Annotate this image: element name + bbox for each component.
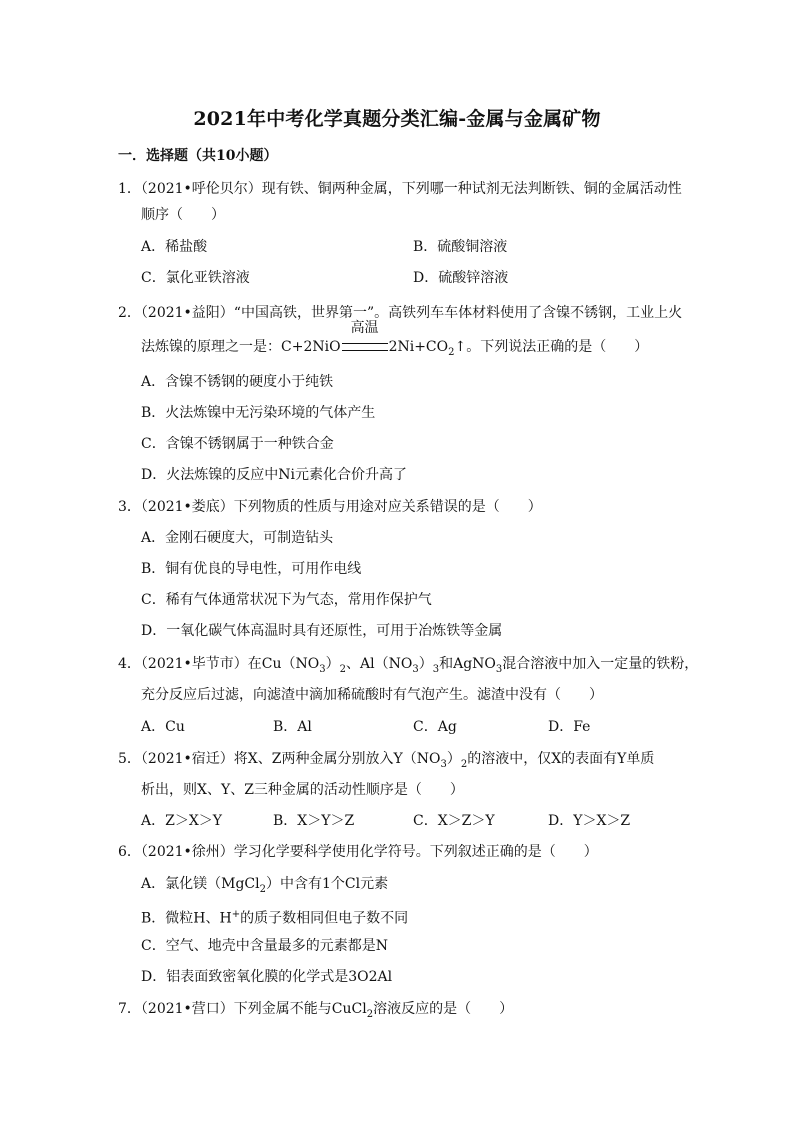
q2-equation-arrow <box>341 320 389 356</box>
q7-stem-line1 <box>118 1000 513 1024</box>
q3-stem-line1: 3．（2021•娄底）下列物质的性质与用途对应关系错误的是（ ） <box>118 499 542 515</box>
q2-option-c: C．含镍不锈钢属于一种铁合金 <box>141 436 334 452</box>
q1-option-a: A．稀盐酸 <box>141 239 208 255</box>
q3-option-c: C．稀有气体通常状况下为气态，常用作保护气 <box>141 592 432 608</box>
q6-option-b <box>141 906 408 928</box>
q4-stem-line1 <box>118 655 698 679</box>
q6-option-a <box>141 875 388 899</box>
q2-option-a: A．含镍不锈钢的硬度小于纯铁 <box>141 374 334 390</box>
q4-text-d: ） <box>418 656 433 672</box>
q6-b-sup: + <box>231 909 241 920</box>
q5-option-a: A．Z＞X＞Y <box>141 813 223 829</box>
q1-option-b: B．硫酸铜溶液 <box>413 239 508 255</box>
q5-sub-b: 2 <box>460 758 468 770</box>
q1-stem-line1: 1．（2021•呼伦贝尔）现有铁、铜两种金属，下列哪一种试剂无法判断铁、铜的金属活动性 <box>118 181 682 197</box>
q4-option-b: B．Al <box>273 719 312 735</box>
q5-option-b: B．X＞Y＞Z <box>273 813 355 829</box>
q4-option-d: D．Fe <box>548 719 591 735</box>
q5-text-b: ） <box>446 751 461 767</box>
q6-option-d: D．铝表面致密氧化膜的化学式是3O2Al <box>141 969 393 985</box>
q4-sub-c: 3 <box>412 663 419 675</box>
q4-text-a: 4．（2021•毕节市）在Cu（NO <box>118 656 320 672</box>
q3-option-b: B．铜有优良的导电性，可用作电线 <box>141 561 362 577</box>
q2-stem-tail: ↑。下列说法正确的是（ ） <box>454 339 649 355</box>
q4-text-c: 、Al（NO <box>346 656 413 672</box>
q2-equation-left: 法炼镍的原理之一是：C+2NiO <box>141 339 341 355</box>
q6-b-text-a: B．微粒H、H <box>141 910 232 927</box>
q4-option-c: C．Ag <box>413 719 457 735</box>
q5-sub-a: 3 <box>440 758 447 770</box>
q1-stem-line2: 顺序（ ） <box>141 207 225 223</box>
q2-option-b: B．火法炼镍中无污染环境的气体产生 <box>141 405 376 421</box>
q7-sub: 2 <box>366 1008 374 1020</box>
q4-sub-a: 3 <box>319 663 326 675</box>
q1-option-d: D．硫酸锌溶液 <box>413 270 509 286</box>
q2-equation-right: 2Ni+CO <box>388 339 449 355</box>
q2-stem-line1: 2．（2021•益阳）“中国高铁，世界第一”。高铁列车车体材料使用了含镍不锈钢，工业上火 <box>118 305 683 321</box>
q3-option-a: A．金刚石硬度大，可制造钻头 <box>141 530 334 546</box>
q2-reaction-condition: 高温 <box>350 320 379 336</box>
q5-stem-line2: 析出，则X、Y、Z三种金属的活动性顺序是（ ） <box>141 782 464 798</box>
q4-text-b: ） <box>325 656 340 672</box>
q4-stem-line2: 充分反应后过滤，向滤渣中滴加稀硫酸时有气泡产生。滤渣中没有（ ） <box>141 687 603 703</box>
q6-a-text-a: A．氯化镁（MgCl <box>141 876 260 892</box>
q4-text-f: 混合溶液中加入一定量的铁粉， <box>502 656 699 672</box>
q6-option-c: C．空气、地壳中含量最多的元素都是N <box>141 938 388 954</box>
q4-sub-e: 3 <box>495 663 503 675</box>
q5-text-c: 的溶液中，仅X的表面有Y单质 <box>467 751 655 767</box>
q7-text-a: 7．（2021•营口）下列金属不能与CuCl <box>118 1001 367 1017</box>
q6-b-text-b: 的质子数相同但电子数不同 <box>240 910 409 927</box>
page-title: 2021年中考化学真题分类汇编-金属与金属矿物 <box>193 108 601 130</box>
q2-co2-subscript: 2 <box>448 346 455 358</box>
q4-text-e: 和AgNO <box>439 656 496 672</box>
q5-stem-line1 <box>118 750 654 774</box>
q7-text-b: 溶液反应的是（ ） <box>373 1001 514 1017</box>
q4-sub-d: 3 <box>432 663 440 675</box>
q6-stem-line1: 6．（2021•徐州）学习化学要科学使用化学符号。下列叙述正确的是（ ） <box>118 844 598 860</box>
q5-text-a: 5．（2021•宿迁）将X、Z两种金属分别放入Y（NO <box>118 751 441 767</box>
q6-a-text-b: ）中含有1个Cl元素 <box>265 876 389 892</box>
q1-option-c: C．氯化亚铁溶液 <box>141 270 250 286</box>
q2-stem-line2 <box>141 320 649 362</box>
q3-option-d: D．一氧化碳气体高温时具有还原性，可用于冶炼铁等金属 <box>141 623 503 639</box>
q6-a-sub: 2 <box>259 883 266 895</box>
q2-option-d: D．火法炼镍的反应中Ni元素化合价升高了 <box>141 467 407 483</box>
q4-sub-b: 2 <box>339 663 346 675</box>
q5-option-d: D．Y＞X＞Z <box>548 813 631 829</box>
section-heading: 一．选择题（共10小题） <box>118 148 278 164</box>
q5-option-c: C．X＞Z＞Y <box>413 813 495 829</box>
q4-option-a: A．Cu <box>141 719 185 735</box>
